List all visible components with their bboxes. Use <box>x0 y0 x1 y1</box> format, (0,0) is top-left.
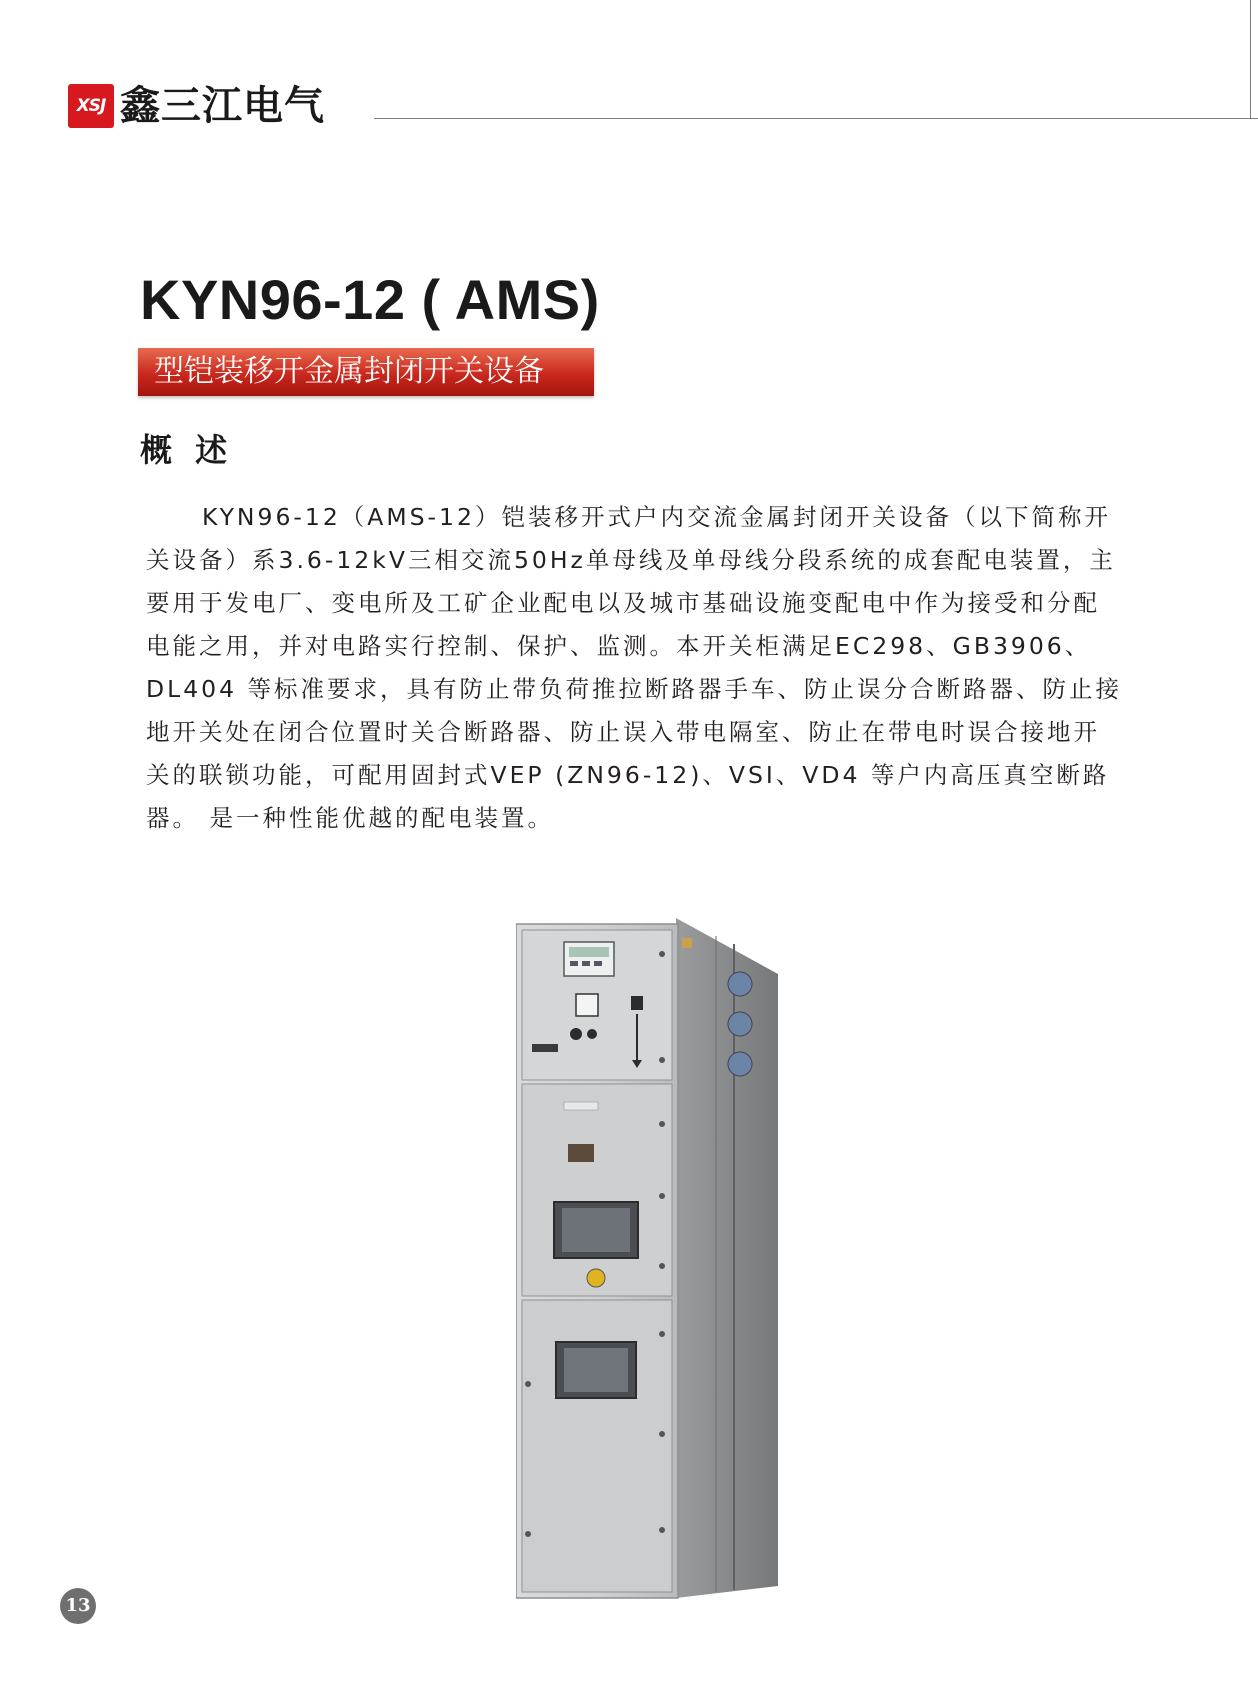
logo-mark: XSJ <box>68 84 114 128</box>
page-header <box>68 80 1258 130</box>
overview-paragraph: KYN96-12（AMS-12）铠装移开式户内交流金属封闭开关设备（以下简称开关设备）系3.6-12kV三相交流50Hz单母线及单母线分段系统的成套配电装置，主要用于发电厂、变电所及工矿企业配电以及城市基础设施变配电中作为接受和分配电能之用，并对电路实行控制、保护、监测。本开关柜满足EC298、GB3906、DL404 等标准要求，具有防止带负荷推拉断路器手车、防止误分合断路器、防止接地开关处在闭合位置时关合断路器、防止误入带电隔室、防止在带电时误合接地开关的联锁功能，可配用固封式VEP (ZN96-12)、VSI、VD4 等户内高压真空断路器。 是一种性能优越的配电装置。 <box>146 503 1123 832</box>
subtitle-banner <box>138 348 594 396</box>
product-title: KYN96-12 ( AMS) <box>140 268 600 331</box>
switchgear-cabinet-photo <box>516 914 806 1599</box>
product-subtitle: 型铠装移开金属封闭开关设备 <box>154 354 544 389</box>
brand-name: 鑫三江电气 <box>120 83 325 129</box>
overview-heading: 概 述 <box>140 431 234 469</box>
header-divider <box>374 118 1258 119</box>
corner-crop-line <box>1250 0 1251 118</box>
page-number: 13 <box>60 1588 96 1624</box>
